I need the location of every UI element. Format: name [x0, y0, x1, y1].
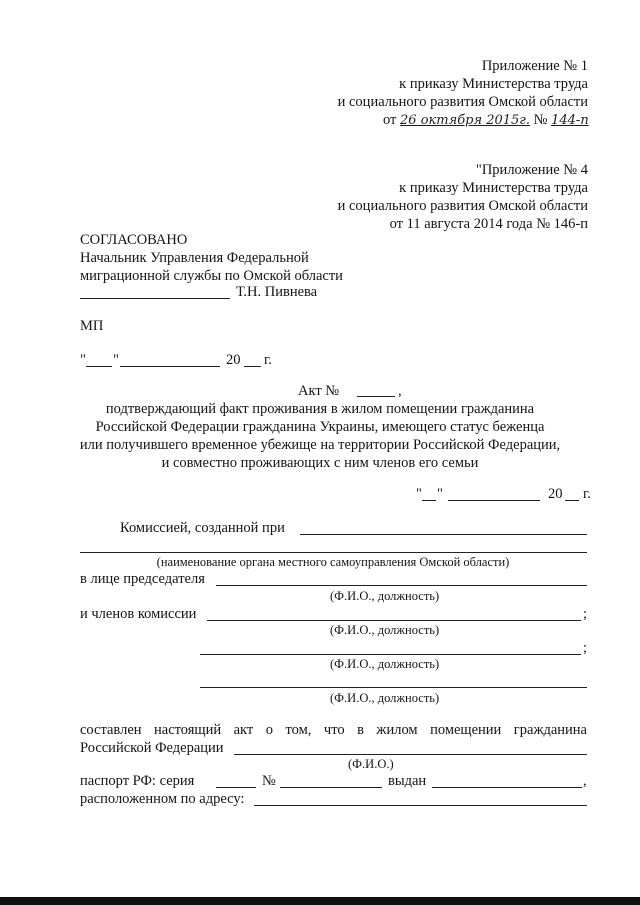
act-subtitle-line3: или получившего временное убежище на территории Российской Федерации,	[79, 437, 561, 453]
passport-no-label: №	[262, 773, 276, 789]
act-subtitle-line4: и совместно проживающих с ним членов его семьи	[161, 455, 479, 471]
passport-number-line	[280, 787, 382, 788]
appendix4-title: "Приложение № 4	[475, 162, 588, 178]
approval-date-day-line	[86, 366, 112, 367]
approval-signature-line	[80, 298, 230, 299]
members-field-line3	[200, 687, 587, 688]
act-subtitle-line1: подтверждающий факт проживания в жилом помещении гражданина	[105, 401, 535, 417]
appendix1-handwritten-number: 144-п	[551, 113, 589, 128]
chairman-label: в лице председателя	[80, 571, 205, 587]
act-title-comma: ,	[398, 383, 402, 399]
appendix4-date-line: от 11 августа 2014 года № 146-п	[389, 216, 588, 232]
appendix1-handwritten-date: 26 октября 2015г.	[400, 113, 531, 128]
act-date-quote-open: "	[416, 486, 422, 502]
appendix1-date-line	[383, 112, 589, 129]
stamp-place-mp: МП	[80, 318, 104, 334]
appendix1-ot: от	[383, 112, 397, 128]
appendix4-ministry-line: и социального развития Омской области	[337, 198, 588, 214]
approval-date-month-line	[120, 366, 220, 367]
act-subtitle-line2: Российской Федерации гражданина Украины, имеющего статус беженца	[95, 419, 545, 435]
chairman-caption: (Ф.И.О., должность)	[330, 589, 440, 603]
act-date-g: г.	[583, 486, 591, 502]
commission-caption: (наименование органа местного самоуправления Омской области)	[156, 555, 510, 569]
members-caption2: (Ф.И.О., должность)	[330, 657, 440, 671]
approval-date-quote-close: "	[113, 352, 119, 368]
act-date-year: 20	[548, 486, 563, 502]
approval-signer-name: Т.Н. Пивнева	[236, 284, 318, 300]
passport-comma: ,	[583, 773, 587, 789]
members-field-line2	[200, 654, 581, 655]
act-date-year-line	[565, 500, 579, 501]
citizen-fio-caption: (Ф.И.О.)	[348, 757, 394, 771]
members-field-line1	[207, 620, 581, 621]
approval-position-line1: Начальник Управления Федеральной	[80, 250, 309, 266]
approval-heading: СОГЛАСОВАНО	[80, 232, 188, 248]
appendix1-order-line: к приказу Министерства труда	[399, 76, 588, 92]
citizen-fio-line	[234, 754, 587, 755]
members-caption1: (Ф.И.О., должность)	[330, 623, 440, 637]
passport-issued-line	[432, 787, 582, 788]
approval-date-quote-open: "	[80, 352, 86, 368]
appendix4-order-line: к приказу Министерства труда	[399, 180, 588, 196]
act-date-day-line	[422, 500, 436, 501]
members-caption3: (Ф.И.О., должность)	[330, 691, 440, 705]
scan-bottom-edge	[0, 897, 640, 905]
members-semicolon2: ;	[583, 640, 588, 656]
act-date-month-line	[448, 500, 540, 501]
approval-date-year: 20	[226, 352, 241, 368]
passport-issued-label: выдан	[388, 773, 427, 789]
appendix1-title: Приложение № 1	[481, 58, 588, 74]
approval-position-line2: миграционной службы по Омской области	[80, 268, 343, 284]
act-title	[298, 383, 339, 400]
commission-field-line	[300, 534, 587, 535]
compiled-statement: составлен настоящий акт о том, что в жилом помещении гражданина	[80, 722, 587, 738]
act-date-quote-close: "	[437, 486, 443, 502]
commission-field-line2	[80, 552, 587, 553]
act-number-line	[357, 396, 395, 397]
act-title-text: Акт №	[298, 383, 340, 399]
members-semicolon1: ;	[583, 606, 588, 622]
approval-date-g: г.	[264, 352, 272, 368]
members-label: и членов комиссии	[80, 606, 197, 622]
address-field-line	[254, 805, 587, 806]
passport-series-line	[216, 787, 256, 788]
federation-label: Российской Федерации	[80, 740, 224, 756]
commission-label: Комиссией, созданной при	[120, 520, 285, 536]
chairman-field-line	[216, 585, 587, 586]
approval-date-year-line	[244, 366, 261, 367]
passport-label: паспорт РФ: серия	[80, 773, 195, 789]
appendix1-no-label: №	[533, 112, 548, 128]
address-label: расположенном по адресу:	[80, 791, 245, 807]
appendix1-ministry-line: и социального развития Омской области	[337, 94, 588, 110]
